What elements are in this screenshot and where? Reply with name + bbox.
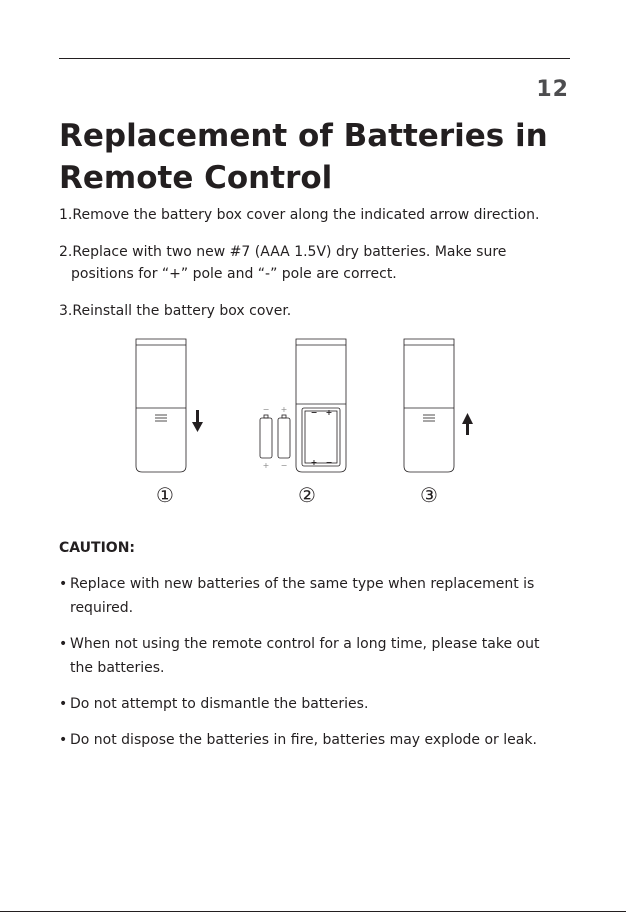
remote-step-1 [136, 339, 186, 472]
polarity-plus-label: + [262, 461, 270, 470]
bullet-icon: • [59, 576, 68, 592]
caution-item [59, 632, 564, 680]
step-item: 3.Reinstall the battery box cover. [59, 303, 292, 319]
caution-item-text: Replace with new batteries of the same type when replacement is required. [70, 576, 535, 616]
caution-item-text: Do not attempt to dismantle the batteries. [70, 696, 369, 712]
polarity-minus-label: − [325, 458, 333, 467]
bullet-icon: • [59, 732, 68, 748]
remote-step-3 [404, 339, 454, 472]
polarity-plus-label: + [325, 408, 333, 417]
arrow-up-icon [462, 413, 473, 435]
battery-replacement-illustration [0, 330, 626, 520]
caution-item [59, 692, 564, 716]
step-marker-2: ② [298, 483, 316, 507]
caution-item-text: Do not dispose the batteries in fire, batteries may explode or leak. [70, 732, 537, 748]
caution-list [59, 572, 564, 764]
caution-item [59, 728, 564, 752]
step-markers [156, 483, 438, 507]
page-title [59, 115, 579, 199]
step-marker-1: ① [156, 483, 174, 507]
bullet-icon: • [59, 636, 68, 652]
remote-step-2 [296, 339, 346, 472]
polarity-plus-label: + [280, 405, 288, 414]
bottom-rule [0, 911, 626, 912]
caution-item-text: When not using the remote control for a long time, please take out the batteries. [70, 636, 540, 676]
page-number: 12 [536, 77, 569, 102]
title-line-1: Replacement of Batteries in [59, 118, 548, 154]
bullet-icon: • [59, 696, 68, 712]
step-item: 1.Remove the battery box cover along the indicated arrow direction. [59, 207, 540, 223]
battery-icon [260, 415, 290, 458]
arrow-down-icon [192, 410, 203, 432]
step-marker-3: ③ [420, 483, 438, 507]
title-line-2: Remote Control [59, 160, 333, 196]
polarity-minus-label: − [310, 408, 318, 417]
caution-item [59, 572, 564, 620]
top-rule [59, 58, 570, 59]
step-item: 2.Replace with two new #7 (AAA 1.5V) dry batteries. Make sure positions for “+” pole and “-” pole are correct. [59, 244, 507, 282]
instruction-steps [59, 204, 569, 337]
compartment-polarity-marks [311, 408, 333, 467]
caution-heading: CAUTION: [59, 540, 136, 556]
polarity-minus-label: − [280, 461, 288, 470]
polarity-minus-label: − [262, 405, 270, 414]
polarity-plus-label: + [310, 458, 318, 467]
